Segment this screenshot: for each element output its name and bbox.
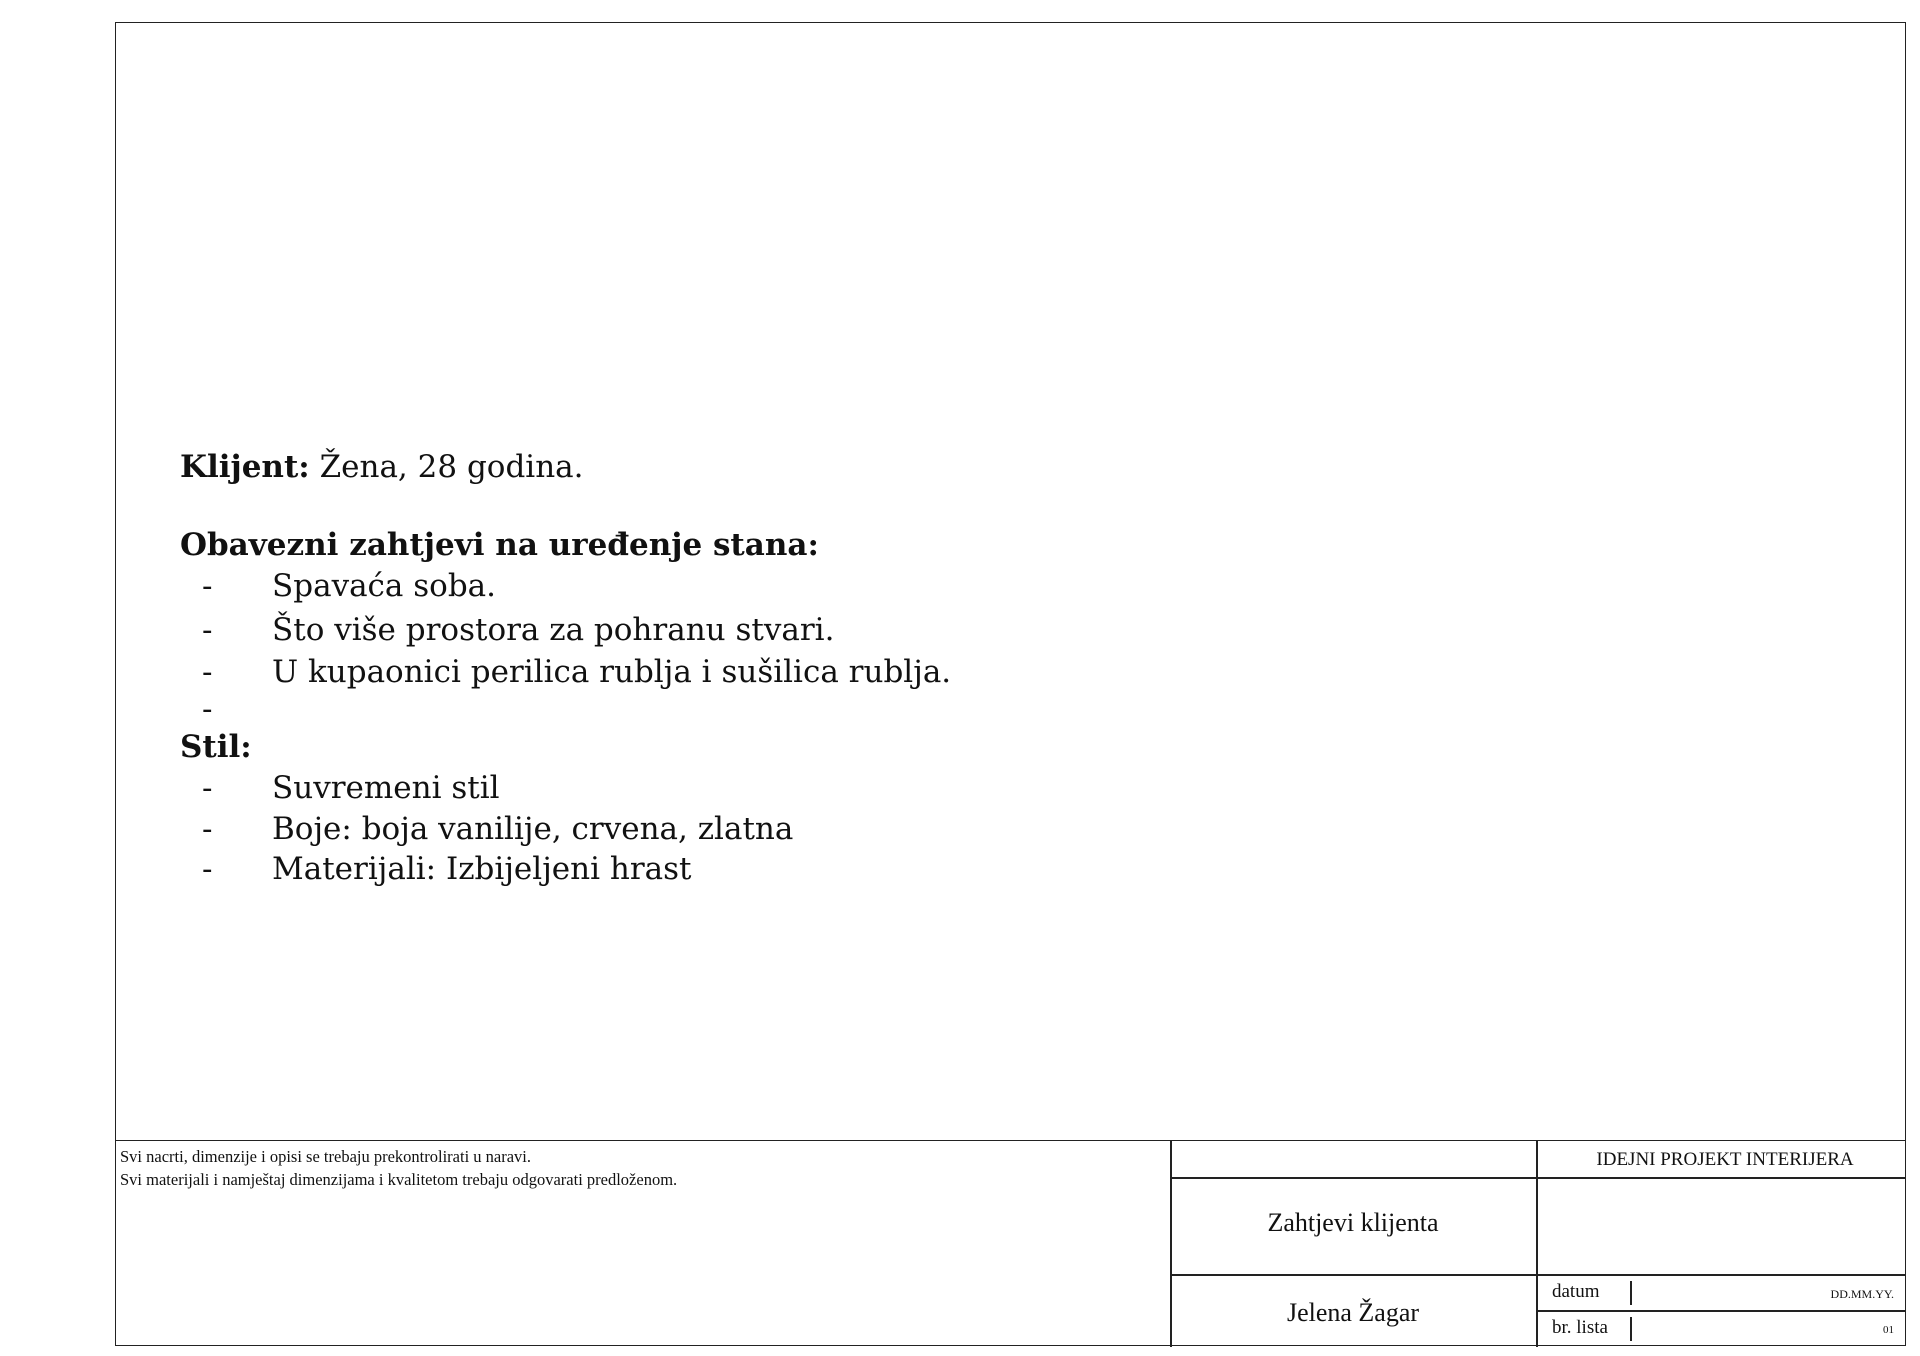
client-line <box>180 447 584 487</box>
style-item: Suvremeni stil <box>272 770 500 806</box>
list-dash: - <box>202 568 213 604</box>
sheet-number-label: br. lista <box>1552 1317 1608 1338</box>
requirement-item: Spavaća soba. <box>272 568 497 604</box>
sheet-title: Zahtjevi klijenta <box>1267 1208 1439 1237</box>
requirement-item: Što više prostora za pohranu stvari. <box>272 612 835 648</box>
requirement-item: U kupaonici perilica rublja i sušilica rublja. <box>272 654 952 690</box>
author-name: Jelena Žagar <box>1286 1298 1420 1327</box>
title-block-divider <box>1170 1177 1906 1179</box>
sheet-number-value: 01 <box>1883 1324 1894 1336</box>
client-value: Žena, 28 godina. <box>309 449 584 485</box>
date-label: datum <box>1552 1281 1600 1302</box>
list-dash: - <box>202 691 213 727</box>
list-dash: - <box>202 612 213 648</box>
date-tick <box>1630 1281 1632 1305</box>
date-value: DD.MM.YY. <box>1830 1287 1894 1301</box>
requirements-heading: Obavezni zahtjevi na uređenje stana: <box>180 527 819 563</box>
list-dash: - <box>202 654 213 690</box>
list-dash: - <box>202 811 213 847</box>
note-line: Svi nacrti, dimenzije i opisi se trebaju prekontrolirati u naravi. <box>120 1147 532 1166</box>
note-line: Svi materijali i namještaj dimenzijama i kvalitetom trebaju odgovarati predloženom. <box>120 1170 678 1189</box>
style-item: Boje: boja vanilije, crvena, zlatna <box>272 811 794 847</box>
list-dash: - <box>202 851 213 887</box>
project-title: IDEJNI PROJEKT INTERIJERA <box>1596 1149 1854 1170</box>
style-heading: Stil: <box>180 729 252 765</box>
client-label: Klijent: <box>180 449 310 485</box>
title-block <box>115 1140 1906 1346</box>
project-tick <box>1536 1149 1538 1171</box>
title-block-divider <box>1536 1141 1538 1347</box>
list-dash: - <box>202 770 213 806</box>
title-block-divider <box>1170 1274 1906 1276</box>
style-item: Materijali: Izbijeljeni hrast <box>272 851 692 887</box>
title-block-divider <box>1536 1310 1906 1312</box>
sheet-number-tick <box>1630 1317 1632 1341</box>
